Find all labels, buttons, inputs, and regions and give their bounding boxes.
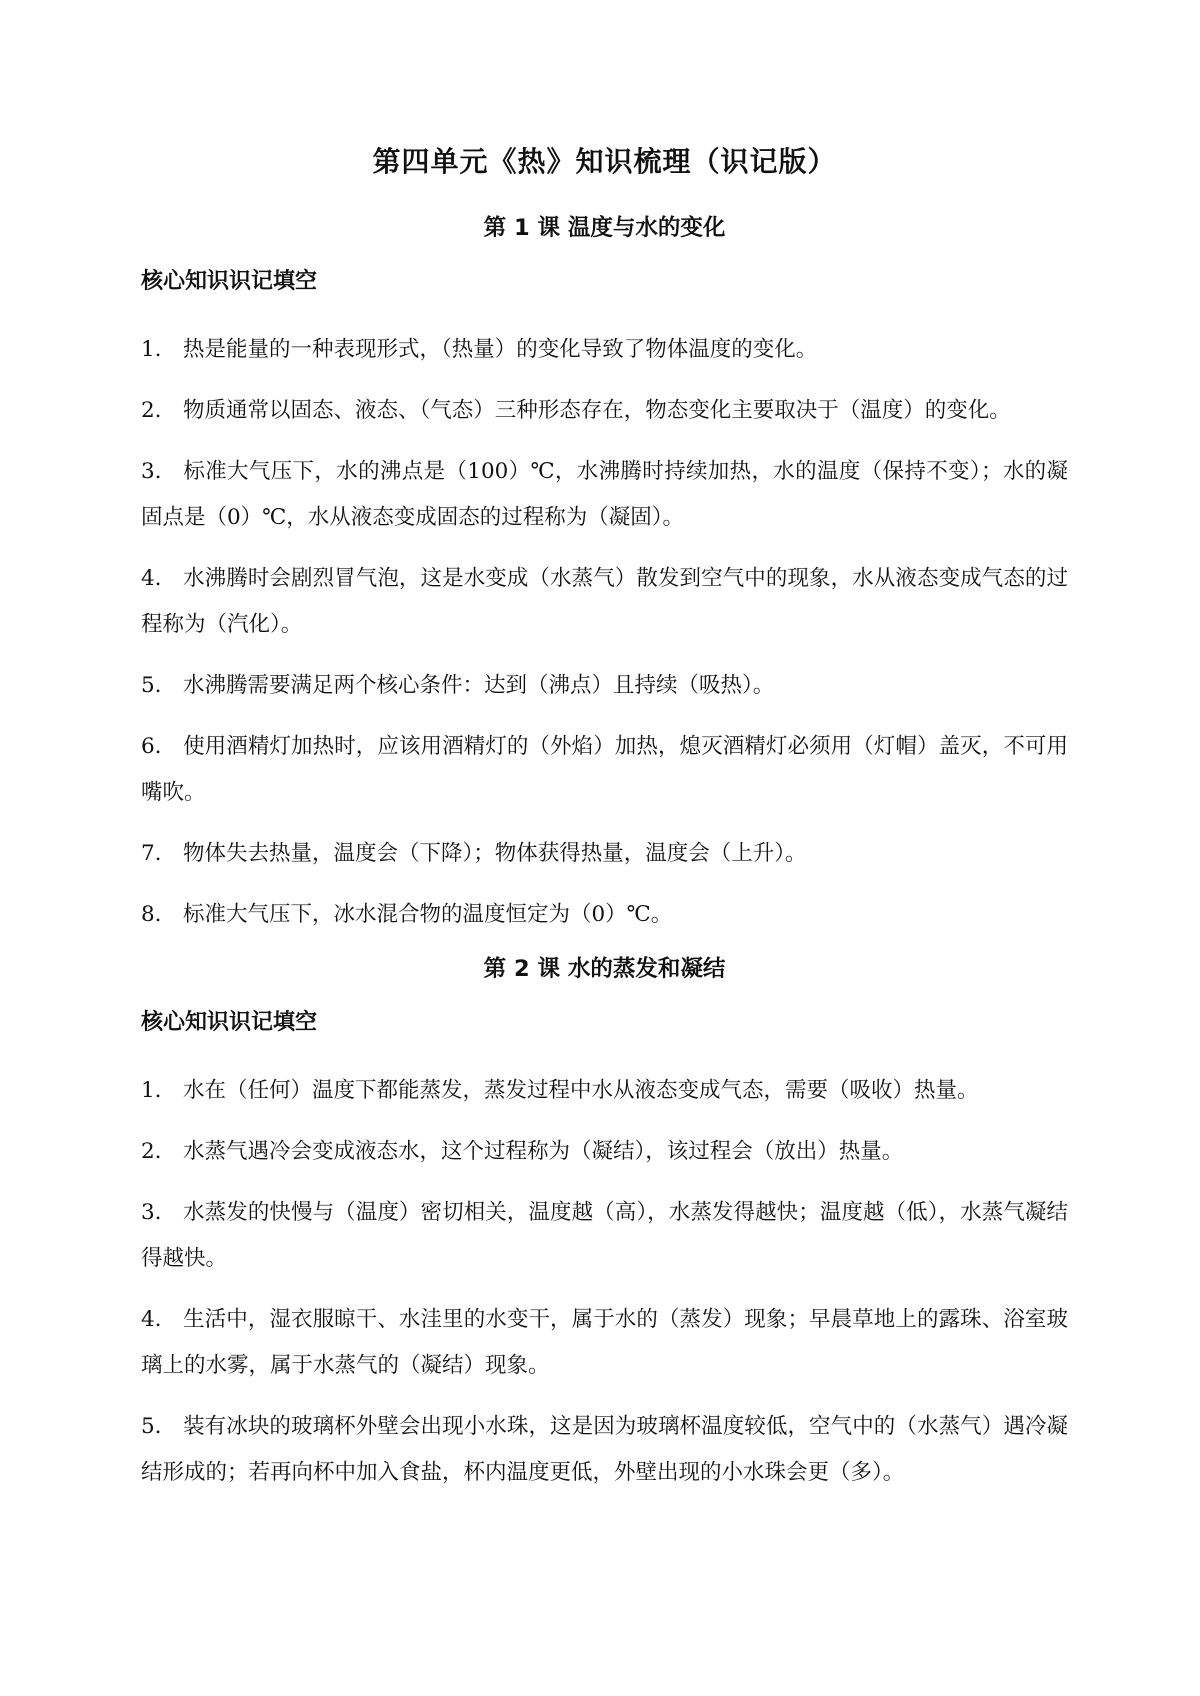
list-item — [141, 663, 1068, 709]
lesson-2 — [141, 953, 1068, 1496]
item-text: 水在（任何）温度下都能蒸发，蒸发过程中水从液态变成气态，需要（吸收）热量。 — [183, 1078, 979, 1103]
item-text: 水沸腾需要满足两个核心条件：达到（沸点）且持续（吸热）。 — [183, 673, 775, 698]
item-text: 水蒸发的快慢与（温度）密切相关，温度越（高），水蒸发得越快；温度越（低），水蒸气凝结得越快。 — [141, 1200, 1068, 1271]
item-number: 8. — [141, 902, 162, 927]
list-item — [141, 327, 1068, 373]
lesson-1 — [141, 212, 1068, 938]
list-item — [141, 449, 1068, 541]
section-label: 核心知识识记填空 — [141, 269, 318, 294]
list-item — [141, 1129, 1068, 1175]
item-number: 6. — [141, 734, 162, 759]
item-text: 水蒸气遇冷会变成液态水，这个过程称为（凝结），该过程会（放出）热量。 — [183, 1139, 904, 1164]
lesson-title: 第 1 课 温度与水的变化 — [483, 215, 726, 241]
item-text: 标准大气压下，水的沸点是（100）℃，水沸腾时持续加热，水的温度（保持不变）；水的凝固点是（0）℃，水从液态变成固态的过程称为（凝固）。 — [141, 459, 1068, 530]
item-text: 物质通常以固态、液态、（气态）三种形态存在，物态变化主要取决于（温度）的变化。 — [183, 398, 1011, 423]
item-number: 4. — [141, 1307, 162, 1332]
list-item — [141, 388, 1068, 434]
item-number: 3. — [141, 459, 162, 484]
item-text: 热是能量的一种表现形式，（热量）的变化导致了物体温度的变化。 — [183, 337, 818, 362]
item-text: 装有冰块的玻璃杯外壁会出现小水珠，这是因为玻璃杯温度较低，空气中的（水蒸气）遇冷凝结形成的；若再向杯中加入食盐，杯内温度更低，外壁出现的小水珠会更（多）。 — [141, 1414, 1068, 1485]
list-item — [141, 1068, 1068, 1114]
item-number: 3. — [141, 1200, 162, 1225]
lesson-title: 第 2 课 水的蒸发和凝结 — [483, 956, 726, 982]
list-item — [141, 1404, 1068, 1496]
item-number: 5. — [141, 1414, 162, 1439]
item-number: 1. — [141, 1078, 162, 1103]
list-item — [141, 1190, 1068, 1282]
item-text: 标准大气压下，冰水混合物的温度恒定为（0）℃。 — [183, 902, 673, 927]
item-number: 7. — [141, 841, 162, 866]
item-number: 5. — [141, 673, 162, 698]
item-number: 2. — [141, 1139, 162, 1164]
list-item — [141, 892, 1068, 938]
item-text: 物体失去热量，温度会（下降）；物体获得热量，温度会（上升）。 — [183, 841, 807, 866]
list-item — [141, 831, 1068, 877]
list-item — [141, 556, 1068, 648]
list-item — [141, 724, 1068, 816]
section-label: 核心知识识记填空 — [141, 1010, 318, 1035]
document-title: 第四单元《热》知识梳理（识记版） — [372, 145, 837, 178]
item-number: 2. — [141, 398, 162, 423]
item-number: 1. — [141, 337, 162, 362]
item-text: 使用酒精灯加热时，应该用酒精灯的（外焰）加热，熄灭酒精灯必须用（灯帽）盖灭，不可用嘴吹。 — [141, 734, 1068, 805]
list-item — [141, 1297, 1068, 1389]
item-text: 生活中，湿衣服晾干、水洼里的水变干，属于水的（蒸发）现象；早晨草地上的露珠、浴室玻璃上的水雾，属于水蒸气的（凝结）现象。 — [141, 1307, 1068, 1378]
item-number: 4. — [141, 566, 162, 591]
item-text: 水沸腾时会剧烈冒气泡，这是水变成（水蒸气）散发到空气中的现象，水从液态变成气态的过程称为（汽化）。 — [141, 566, 1068, 637]
